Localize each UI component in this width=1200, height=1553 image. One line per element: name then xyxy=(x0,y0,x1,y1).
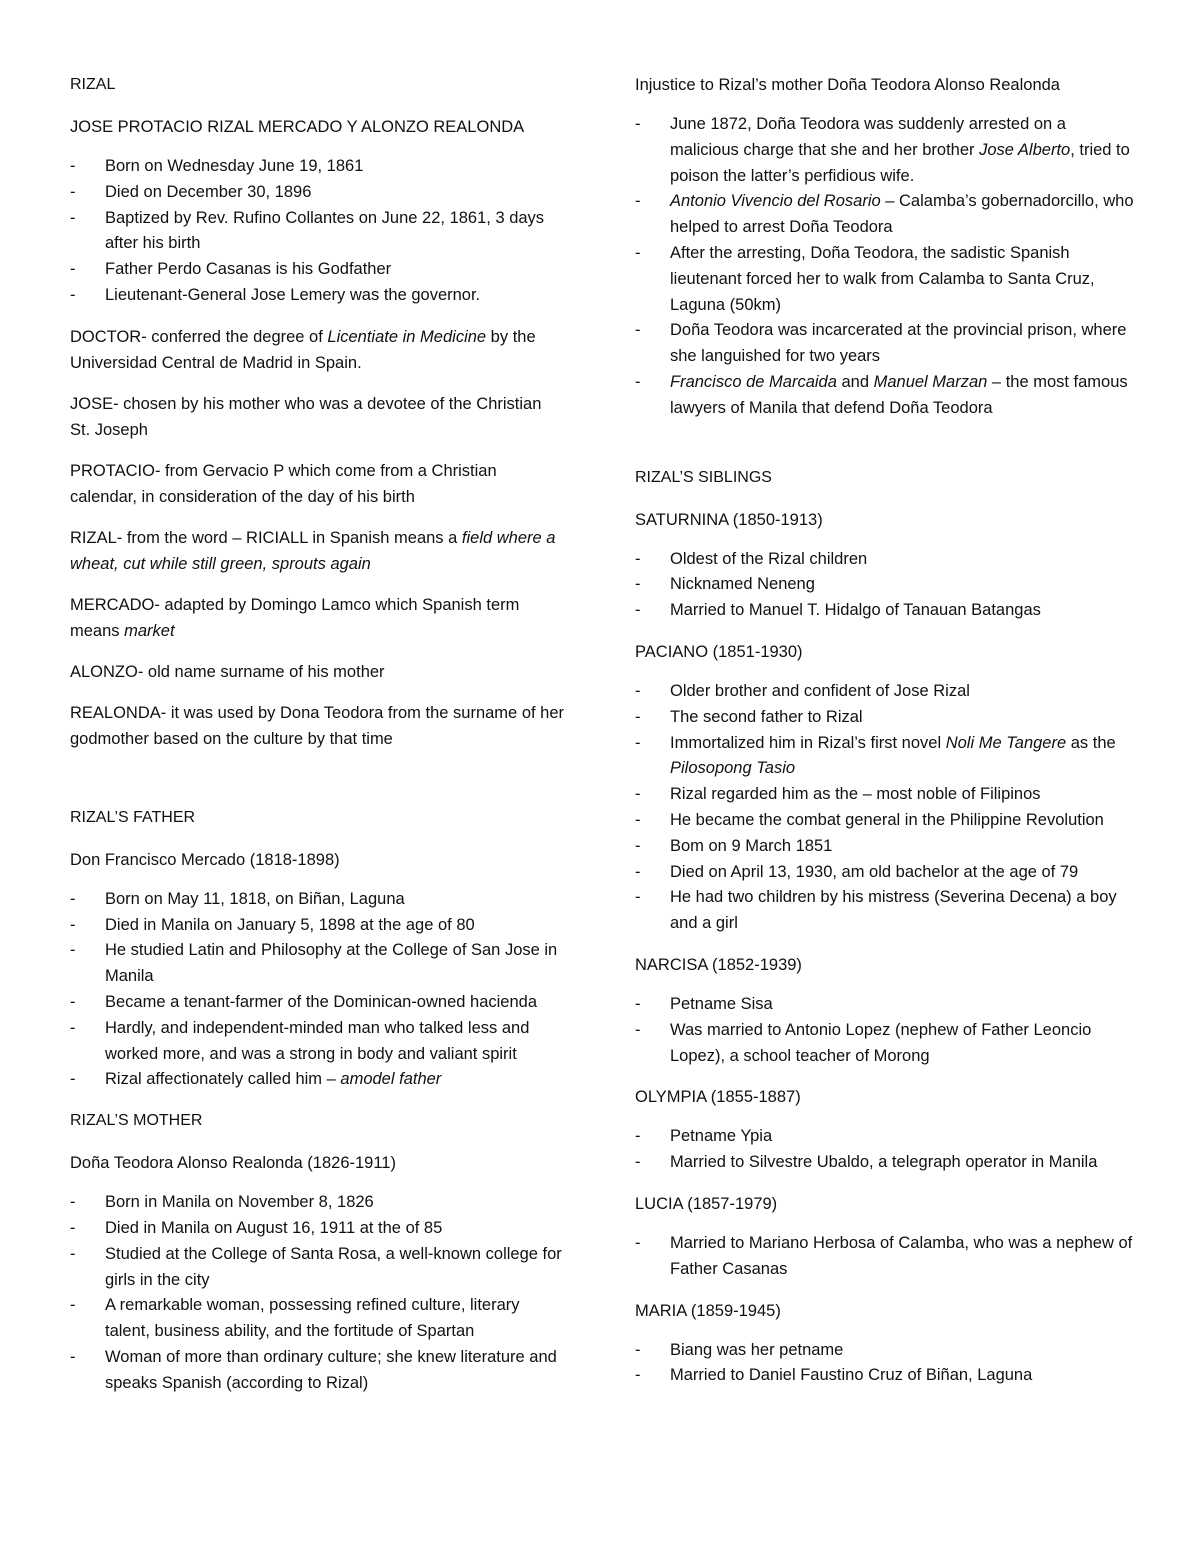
list-item: - He had two children by his mistress (Severina Decena) a boy and a girl xyxy=(635,885,1135,937)
mercado-text: MERCADO- adapted by Domingo Lamco which Spanish term means xyxy=(70,595,520,640)
injustice-italic: Francisco de Marcaida xyxy=(670,372,837,391)
injustice-text: and xyxy=(836,372,874,391)
doctor-text-end: by the Universidad Central de Madrid in Spain. xyxy=(70,327,536,372)
saturnina-list xyxy=(635,547,1135,624)
left-column xyxy=(70,72,565,1412)
list-item: - Born in Manila on November 8, 1826 xyxy=(70,1190,565,1216)
list-item: - Older brother and confident of Jose Rizal xyxy=(635,679,1135,705)
list-item: - A remarkable woman, possessing refined culture, literary talent, business ability, and the fortitude of Spartan xyxy=(70,1293,565,1345)
maria-heading: MARIA (1859-1945) xyxy=(635,1301,781,1320)
mother-list xyxy=(70,1190,565,1396)
doctor-paragraph xyxy=(70,324,565,376)
protacio-paragraph: PROTACIO- from Gervacio P which come from a Christian calendar, in consideration of the day of his birth xyxy=(70,461,497,506)
alonzo-paragraph: ALONZO- old name surname of his mother xyxy=(70,662,385,681)
spacer xyxy=(70,767,565,805)
list-item: - Petname Ypia xyxy=(635,1124,1135,1150)
list-item: - Died in Manila on January 5, 1898 at the age of 80 xyxy=(70,913,565,939)
list-item: - Married to Daniel Faustino Cruz of Biñan, Laguna xyxy=(635,1363,1135,1389)
right-column xyxy=(635,72,1135,1404)
list-item: - Nicknamed Neneng xyxy=(635,572,1135,598)
list-item: - Born on Wednesday June 19, 1861 xyxy=(70,154,565,180)
list-item: - Doña Teodora was incarcerated at the provincial prison, where she languished for two years xyxy=(635,318,1135,370)
list-item: - After the arresting, Doña Teodora, the sadistic Spanish lieutenant forced her to walk from Calamba to Santa Cruz, Laguna (50km) xyxy=(635,241,1135,318)
character-name: Pilosopong Tasio xyxy=(670,759,796,778)
injustice-text-end: , tried to poison the latter’s perfidious wife. xyxy=(670,140,1130,185)
doctor-text: DOCTOR- conferred the degree of xyxy=(70,327,328,346)
list-item: - Studied at the College of Santa Rosa, a well-known college for girls in the city xyxy=(70,1242,565,1294)
list-item: - He studied Latin and Philosophy at the College of San Jose in Manila xyxy=(70,938,565,990)
list-item xyxy=(635,731,1135,783)
list-item: - Petname Sisa xyxy=(635,992,1135,1018)
list-item: - Father Perdo Casanas is his Godfather xyxy=(70,257,565,283)
page-title: RIZAL xyxy=(70,76,116,93)
mercado-meaning: market xyxy=(124,621,175,640)
father-heading: RIZAL’S FATHER xyxy=(70,808,196,826)
list-item: - Baptized by Rev. Rufino Collantes on June 22, 1861, 3 days after his birth xyxy=(70,206,565,258)
mother-heading: RIZAL’S MOTHER xyxy=(70,1112,203,1130)
list-item: - Died on April 13, 1930, am old bachelor at the age of 79 xyxy=(635,860,1135,886)
list-item: - Married to Silvestre Ubaldo, a telegraph operator in Manila xyxy=(635,1150,1135,1176)
novel-title: Noli Me Tangere xyxy=(945,733,1067,752)
list-item: - Born on May 11, 1818, on Biñan, Laguna xyxy=(70,887,565,913)
list-item xyxy=(635,189,1135,241)
realonda-paragraph: REALONDA- it was used by Dona Teodora from the surname of her godmother based on the culture by that time xyxy=(70,703,565,748)
saturnina-heading: SATURNINA (1850-1913) xyxy=(635,510,823,529)
list-item: - Oldest of the Rizal children xyxy=(635,547,1135,573)
mother-name: Doña Teodora Alonso Realonda (1826-1911) xyxy=(70,1154,396,1173)
jose-paragraph: JOSE- chosen by his mother who was a devotee of the Christian St. Joseph xyxy=(70,394,542,439)
list-item xyxy=(635,370,1135,422)
list-item: - Became a tenant-farmer of the Dominican-owned hacienda xyxy=(70,990,565,1016)
list-item: - Lieutenant-General Jose Lemery was the governor. xyxy=(70,283,565,309)
siblings-heading: RIZAL’S SIBLINGS xyxy=(635,468,772,486)
rizal-meaning: field where a wheat, cut while still green, sprouts again xyxy=(70,528,556,573)
injustice-italic: Antonio Vivencio del Rosario xyxy=(670,192,881,211)
bio-list xyxy=(70,154,565,309)
list-item: - Woman of more than ordinary culture; she knew literature and speaks Spanish (according to Rizal) xyxy=(70,1345,565,1397)
list-item: - Bom on 9 March 1851 xyxy=(635,834,1135,860)
olympia-list xyxy=(635,1124,1135,1176)
list-item: - Biang was her petname xyxy=(635,1338,1135,1364)
olympia-heading: OLYMPIA (1855-1887) xyxy=(635,1088,801,1107)
full-name-heading: JOSE PROTACIO RIZAL MERCADO Y ALONZO REALONDA xyxy=(70,118,525,136)
spacer xyxy=(635,437,1135,465)
mercado-paragraph xyxy=(70,592,565,644)
list-item: - Died in Manila on August 16, 1911 at the of 85 xyxy=(70,1216,565,1242)
paciano-list xyxy=(635,679,1135,937)
father-name: Don Francisco Mercado (1818-1898) xyxy=(70,850,340,869)
maria-list xyxy=(635,1338,1135,1390)
list-item xyxy=(635,112,1135,189)
paciano-text: as the xyxy=(1066,733,1116,752)
list-item: - Rizal regarded him as the – most noble of Filipinos xyxy=(635,782,1135,808)
injustice-heading: Injustice to Rizal’s mother Doña Teodora Alonso Realonda xyxy=(635,76,1060,94)
list-item xyxy=(70,1067,565,1093)
father-list xyxy=(70,887,565,1093)
lucia-list xyxy=(635,1231,1135,1283)
narcisa-list xyxy=(635,992,1135,1069)
paciano-heading: PACIANO (1851-1930) xyxy=(635,642,803,661)
injustice-italic: Manuel Marzan xyxy=(873,372,988,391)
list-item: - Married to Manuel T. Hidalgo of Tanauan Batangas xyxy=(635,598,1135,624)
father-last-italic: amodel father xyxy=(340,1070,442,1089)
rizal-text: RIZAL- from the word – RICIALL in Spanish means a xyxy=(70,528,462,547)
lucia-heading: LUCIA (1857-1979) xyxy=(635,1194,778,1213)
injustice-text: June 1872, Doña Teodora was suddenly arrested on a malicious charge that she and her brother xyxy=(670,115,1066,159)
paciano-text: Immortalized him in Rizal’s first novel xyxy=(670,733,946,752)
list-item: - He became the combat general in the Philippine Revolution xyxy=(635,808,1135,834)
doctor-degree: Licentiate in Medicine xyxy=(327,327,487,346)
narcisa-heading: NARCISA (1852-1939) xyxy=(635,955,802,974)
rizal-paragraph xyxy=(70,525,565,577)
list-item: - The second father to Rizal xyxy=(635,705,1135,731)
list-item: - Married to Mariano Herbosa of Calamba, who was a nephew of Father Casanas xyxy=(635,1231,1135,1283)
injustice-text: – Calamba’s gobernadorcillo, who helped to arrest Doña Teodora xyxy=(670,192,1134,237)
injustice-list xyxy=(635,112,1135,422)
list-item: - Hardly, and independent-minded man who talked less and worked more, and was a strong in body and valiant spirit xyxy=(70,1016,565,1068)
injustice-italic: Jose Alberto xyxy=(979,140,1071,159)
list-item: - Died on December 30, 1896 xyxy=(70,180,565,206)
injustice-text-end: – the most famous lawyers of Manila that defend Doña Teodora xyxy=(670,372,1128,417)
father-last-text: Rizal affectionately called him – xyxy=(105,1070,341,1089)
list-item: - Was married to Antonio Lopez (nephew of Father Leoncio Lopez), a school teacher of Morong xyxy=(635,1018,1135,1070)
